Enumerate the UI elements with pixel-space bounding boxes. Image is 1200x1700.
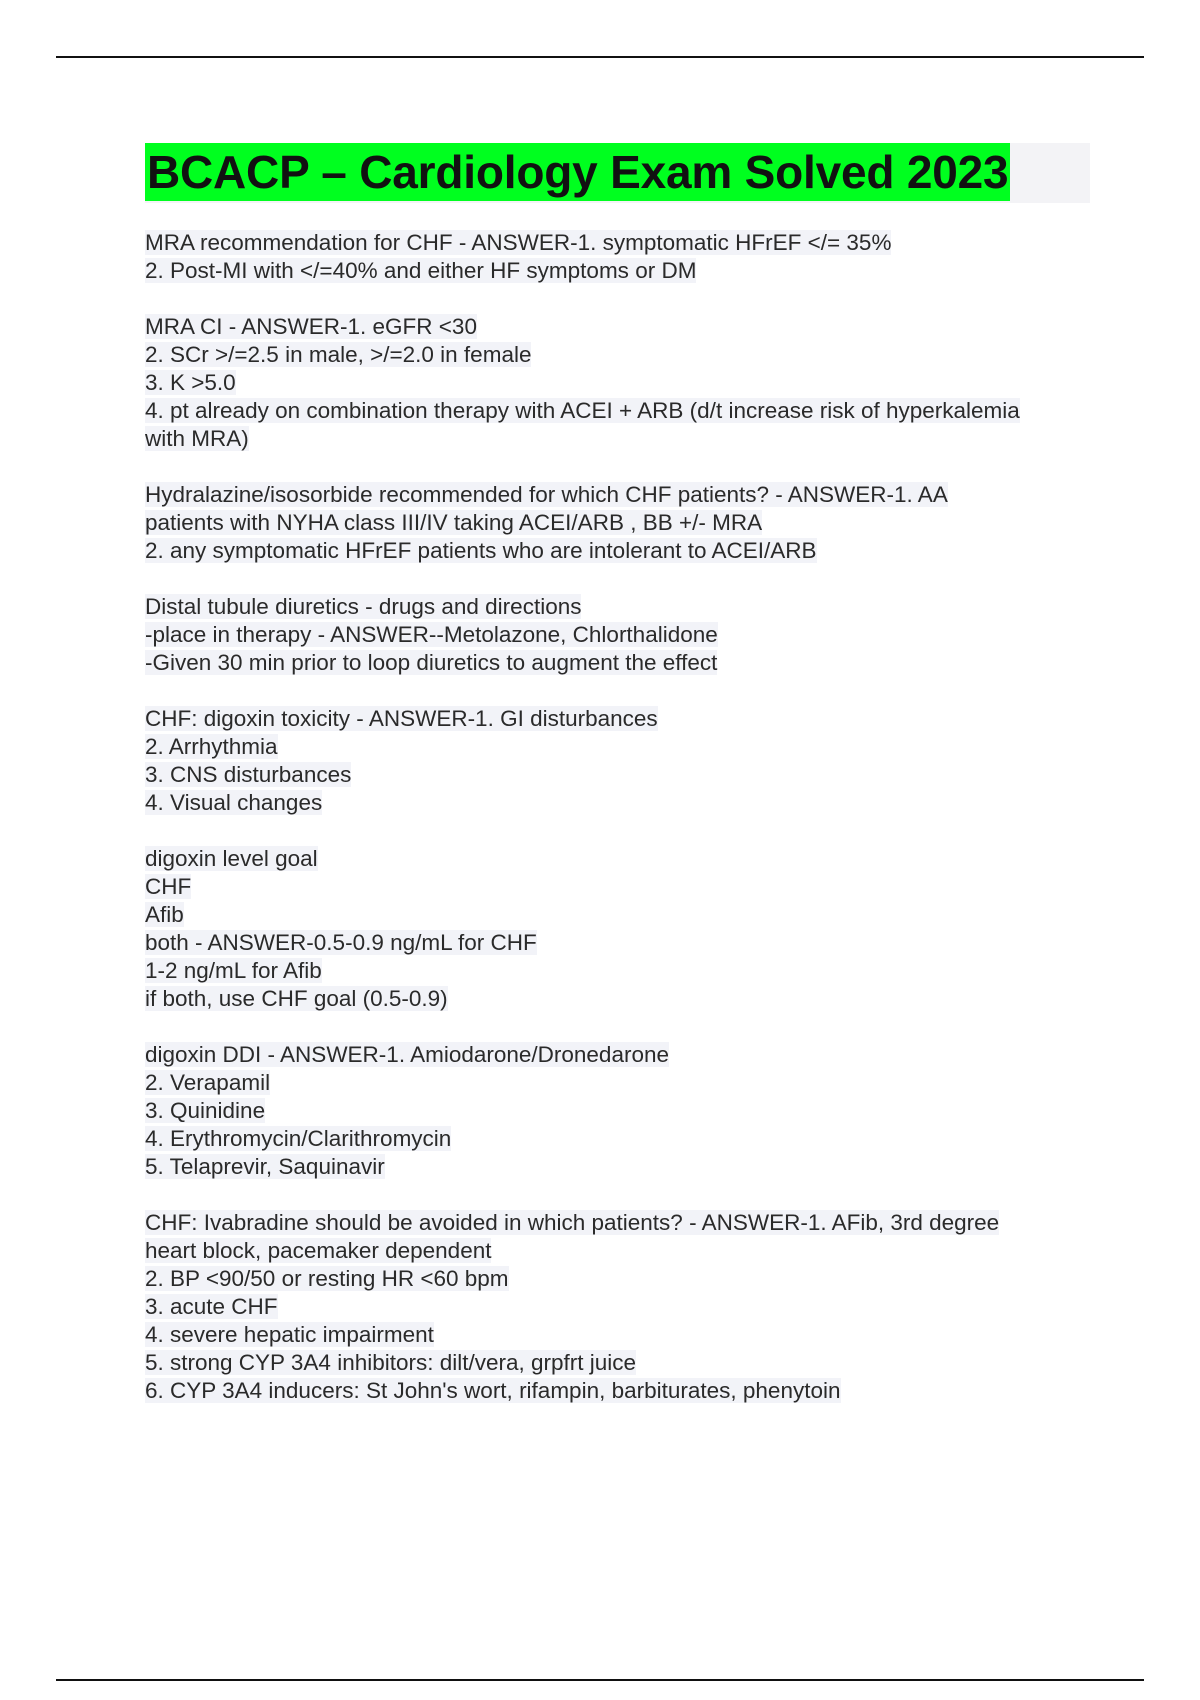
- qa-entry: [145, 229, 1090, 285]
- qa-line-text: 3. CNS disturbances: [145, 762, 352, 787]
- qa-line: [145, 649, 1090, 677]
- qa-line-text: 4. pt already on combination therapy with ACEI + ARB (d/t increase risk of hyperkalemia: [145, 398, 1020, 423]
- qa-line-text: if both, use CHF goal (0.5-0.9): [145, 986, 448, 1011]
- qa-line: [145, 369, 1090, 397]
- qa-entry: [145, 705, 1090, 817]
- qa-line-text: -place in therapy - ANSWER--Metolazone, Chlorthalidone: [145, 622, 718, 647]
- qa-line-text: digoxin level goal: [145, 846, 318, 871]
- qa-line-text: 3. acute CHF: [145, 1294, 278, 1319]
- qa-line: [145, 957, 1090, 985]
- qa-line-text: CHF: digoxin toxicity - ANSWER-1. GI disturbances: [145, 706, 658, 731]
- qa-line-text: with MRA): [145, 426, 249, 451]
- qa-line: [145, 257, 1090, 285]
- footer-rule: [56, 1679, 1144, 1681]
- title-band: [145, 143, 1090, 203]
- qa-line-text: 4. severe hepatic impairment: [145, 1322, 434, 1347]
- qa-list: [145, 229, 1090, 1405]
- qa-line-text: CHF: Ivabradine should be avoided in which patients? - ANSWER-1. AFib, 3rd degree: [145, 1210, 1000, 1235]
- qa-line-text: digoxin DDI - ANSWER-1. Amiodarone/Dronedarone: [145, 1042, 669, 1067]
- qa-line-text: 3. K >5.0: [145, 370, 236, 395]
- qa-entry: [145, 1041, 1090, 1181]
- qa-line: [145, 593, 1090, 621]
- qa-line-text: both - ANSWER-0.5-0.9 ng/mL for CHF: [145, 930, 537, 955]
- qa-line-text: Distal tubule diuretics - drugs and directions: [145, 594, 582, 619]
- qa-line-text: 2. BP <90/50 or resting HR <60 bpm: [145, 1266, 509, 1291]
- qa-line: [145, 985, 1090, 1013]
- qa-line: [145, 733, 1090, 761]
- qa-line: [145, 229, 1090, 257]
- qa-line: [145, 1125, 1090, 1153]
- qa-line: [145, 1097, 1090, 1125]
- qa-line: [145, 873, 1090, 901]
- qa-line: [145, 1349, 1090, 1377]
- qa-line: [145, 1041, 1090, 1069]
- qa-line: [145, 1293, 1090, 1321]
- qa-line: [145, 789, 1090, 817]
- qa-line-text: patients with NYHA class III/IV taking ACEI/ARB , BB +/- MRA: [145, 510, 763, 535]
- qa-line: [145, 1237, 1090, 1265]
- qa-line: [145, 341, 1090, 369]
- qa-line: [145, 761, 1090, 789]
- qa-line: [145, 481, 1090, 509]
- qa-line: [145, 509, 1090, 537]
- qa-line: [145, 1069, 1090, 1097]
- qa-line-text: -Given 30 min prior to loop diuretics to augment the effect: [145, 650, 718, 675]
- qa-line: [145, 425, 1090, 453]
- qa-line: [145, 1377, 1090, 1405]
- qa-line-text: Hydralazine/isosorbide recommended for which CHF patients? - ANSWER-1. AA: [145, 482, 948, 507]
- qa-line-text: 4. Visual changes: [145, 790, 323, 815]
- qa-line-text: MRA recommendation for CHF - ANSWER-1. symptomatic HFrEF </= 35%: [145, 230, 892, 255]
- qa-line-text: 2. Verapamil: [145, 1070, 271, 1095]
- qa-line-text: 2. any symptomatic HFrEF patients who are intolerant to ACEI/ARB: [145, 538, 817, 563]
- qa-line: [145, 397, 1090, 425]
- qa-line-text: MRA CI - ANSWER-1. eGFR <30: [145, 314, 477, 339]
- qa-line-text: 3. Quinidine: [145, 1098, 266, 1123]
- page-title: BCACP – Cardiology Exam Solved 2023: [145, 143, 1010, 201]
- qa-line: [145, 929, 1090, 957]
- header-rule: [56, 56, 1144, 58]
- qa-entry: [145, 481, 1090, 565]
- qa-line-text: 6. CYP 3A4 inducers: St John's wort, rifampin, barbiturates, phenytoin: [145, 1378, 841, 1403]
- qa-line-text: heart block, pacemaker dependent: [145, 1238, 492, 1263]
- qa-line: [145, 845, 1090, 873]
- qa-line-text: 2. SCr >/=2.5 in male, >/=2.0 in female: [145, 342, 532, 367]
- qa-entry: [145, 593, 1090, 677]
- qa-line: [145, 1153, 1090, 1181]
- qa-line-text: 2. Arrhythmia: [145, 734, 278, 759]
- qa-line: [145, 621, 1090, 649]
- qa-line: [145, 901, 1090, 929]
- qa-line-text: 1-2 ng/mL for Afib: [145, 958, 322, 983]
- qa-entry: [145, 845, 1090, 1013]
- qa-line-text: 4. Erythromycin/Clarithromycin: [145, 1126, 452, 1151]
- qa-line: [145, 537, 1090, 565]
- qa-line-text: 5. strong CYP 3A4 inhibitors: dilt/vera, grpfrt juice: [145, 1350, 637, 1375]
- qa-line-text: Afib: [145, 902, 184, 927]
- qa-line-text: 5. Telaprevir, Saquinavir: [145, 1154, 385, 1179]
- qa-line: [145, 1321, 1090, 1349]
- qa-line: [145, 313, 1090, 341]
- qa-entry: [145, 313, 1090, 453]
- qa-line: [145, 1265, 1090, 1293]
- qa-line-text: 2. Post-MI with </=40% and either HF symptoms or DM: [145, 258, 697, 283]
- qa-line: [145, 1209, 1090, 1237]
- qa-line: [145, 705, 1090, 733]
- qa-entry: [145, 1209, 1090, 1405]
- document-body: [145, 143, 1090, 1433]
- qa-line-text: CHF: [145, 874, 192, 899]
